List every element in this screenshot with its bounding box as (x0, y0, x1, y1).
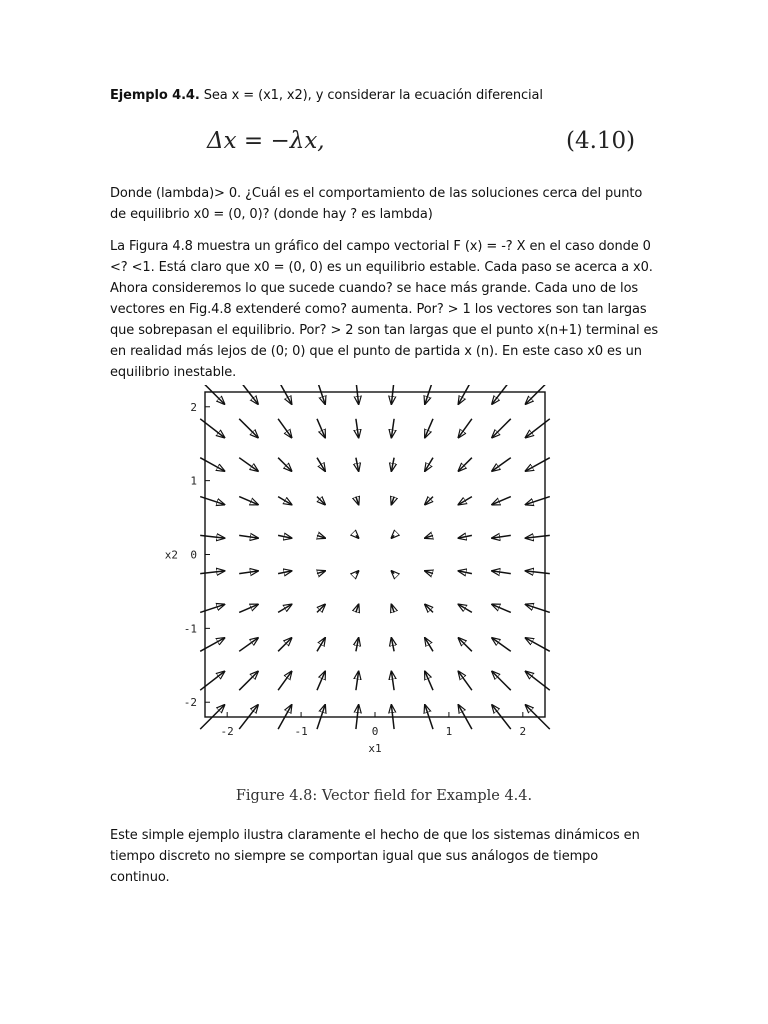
vector-arrow (200, 638, 224, 651)
equation-formula: Δx = −λx, (207, 128, 325, 154)
vector-arrow (492, 671, 511, 690)
x-axis-label: x1 (368, 742, 382, 755)
vector-arrow (239, 497, 258, 505)
vector-arrow (239, 535, 258, 538)
y-tick-label: 0 (190, 548, 197, 562)
vector-arrow (458, 571, 472, 574)
vector-arrow (239, 571, 258, 574)
vector-arrow (425, 497, 433, 505)
vector-arrow (278, 385, 292, 404)
vector-arrow (200, 385, 224, 404)
vector-arrow (200, 671, 224, 690)
x-tick-label: -1 (294, 725, 308, 738)
intro-text: Sea x = (x1, x2), y considerar la ecuación diferencial (199, 88, 543, 103)
vector-arrow (391, 419, 394, 438)
vector-arrow (526, 604, 550, 612)
vector-arrow (492, 604, 511, 612)
vector-arrow (492, 458, 511, 471)
vector-arrow (317, 497, 325, 505)
vector-arrow (317, 535, 325, 538)
vector-arrow (391, 638, 394, 651)
x-tick-label: 2 (519, 725, 527, 738)
vector-arrow (356, 497, 359, 505)
vector-arrow (356, 571, 359, 574)
vector-arrow (239, 604, 258, 612)
vector-arrow (278, 604, 292, 612)
vector-arrow (492, 535, 511, 538)
vector-arrow (317, 385, 325, 404)
vector-arrow (317, 571, 325, 574)
vector-arrow (356, 385, 359, 404)
y-tick-label: 2 (190, 400, 197, 414)
vector-arrow (239, 638, 258, 651)
vector-arrow (425, 535, 433, 538)
vector-arrow (356, 535, 359, 538)
vector-arrow (239, 458, 258, 471)
vector-arrow (278, 497, 292, 505)
vector-arrow (526, 385, 550, 404)
vector-field-figure (160, 385, 560, 760)
y-tick-label: -2 (183, 696, 197, 710)
vector-field-plot (160, 385, 560, 760)
x-tick-label: -2 (220, 725, 234, 738)
vector-arrow (458, 671, 472, 690)
vector-arrow (317, 604, 325, 612)
vector-arrow (458, 604, 472, 612)
vector-arrow (526, 638, 550, 651)
paragraph-conclusion: Este simple ejemplo ilustra claramente el hecho de que los sistemas dinámicos en tiempo discreto no siempre se comportan igual que sus análogos de tiempo continuo. (110, 828, 640, 885)
vector-arrow (458, 638, 472, 651)
vector-arrow (391, 385, 394, 404)
vector-arrow (391, 604, 394, 612)
vector-arrow (458, 419, 472, 438)
intro-paragraph (110, 85, 660, 106)
vector-arrow (492, 497, 511, 505)
vector-arrow (278, 535, 292, 538)
equation-number: (4.10) (566, 128, 636, 154)
vector-arrow (278, 638, 292, 651)
vector-arrow (425, 458, 433, 471)
paragraph-explanation: La Figura 4.8 muestra un gráfico del campo vectorial F (x) = -? X en el caso donde 0 <? <1. Está claro que x0 = (0, 0) es un equilibrio estable. Cada paso se acerca a x0. Ahora consideremos lo que sucede cuando? se hace más grande. Cada uno de los vectores en Fig.4.8 extenderé como? aumenta. Por? > 1 los vectores son tan largas que sobrepasan el equilibrio. Por? > 2 son tan largas que el punto x(n+1) terminal es en realidad más lejos de (0; 0) que el punto de partida x (n). En este caso x0 es un equilibrio inestable. (110, 239, 659, 380)
vector-arrow (356, 458, 359, 471)
vector-arrow (526, 671, 550, 690)
vector-arrow (278, 671, 292, 690)
vector-arrow (200, 535, 224, 538)
vector-arrow (526, 419, 550, 438)
example-label: Ejemplo 4.4. (110, 88, 200, 103)
vector-arrow (458, 458, 472, 471)
vector-arrow (356, 671, 359, 690)
vector-arrow (200, 571, 224, 574)
vector-arrow (458, 385, 472, 404)
plot-frame (205, 392, 545, 717)
vector-arrow (317, 458, 325, 471)
vector-arrow (356, 638, 359, 651)
vector-arrow (239, 385, 258, 404)
vector-arrow (391, 535, 394, 538)
vector-arrow (200, 497, 224, 505)
equation-row (0, 128, 768, 164)
vector-arrow (356, 604, 359, 612)
vector-arrow (278, 419, 292, 438)
vector-arrow (356, 419, 359, 438)
vector-arrow (200, 419, 224, 438)
vector-arrow (391, 671, 394, 690)
vector-arrow (526, 535, 550, 538)
vector-arrow (200, 458, 224, 471)
vector-arrow (317, 638, 325, 651)
vector-arrow (425, 604, 433, 612)
y-tick-label: 1 (190, 474, 197, 488)
vector-arrow (391, 458, 394, 471)
vector-arrow (526, 458, 550, 471)
vector-arrow (239, 419, 258, 438)
vector-arrow (425, 638, 433, 651)
vector-arrow (425, 671, 433, 690)
vector-arrow (458, 497, 472, 505)
y-axis-label: x2 (164, 548, 178, 562)
vector-arrow (391, 571, 394, 574)
vector-arrow (425, 571, 433, 574)
vector-arrow (425, 419, 433, 438)
vector-arrow (200, 604, 224, 612)
vector-arrow (425, 385, 433, 404)
figure-caption: Figure 4.8: Vector field for Example 4.4. (235, 788, 533, 804)
vector-arrow (317, 671, 325, 690)
vector-arrow (526, 571, 550, 574)
vector-arrow (278, 458, 292, 471)
vector-arrow (492, 638, 511, 651)
vector-arrow (391, 497, 394, 505)
y-tick-label: -1 (183, 622, 197, 636)
vector-arrow (278, 571, 292, 574)
x-tick-label: 1 (445, 725, 453, 738)
vector-arrow (239, 671, 258, 690)
vector-arrow (458, 535, 472, 538)
vector-arrow (492, 571, 511, 574)
vector-arrow (492, 385, 511, 404)
paragraph-question: Donde (lambda)> 0. ¿Cuál es el comportamiento de las soluciones cerca del punto de equilibrio x0 = (0, 0)? (donde hay ? es lambda) (110, 186, 643, 222)
vector-arrow (317, 419, 325, 438)
vector-arrow (492, 419, 511, 438)
vector-arrow (526, 497, 550, 505)
x-tick-label: 0 (371, 725, 379, 738)
